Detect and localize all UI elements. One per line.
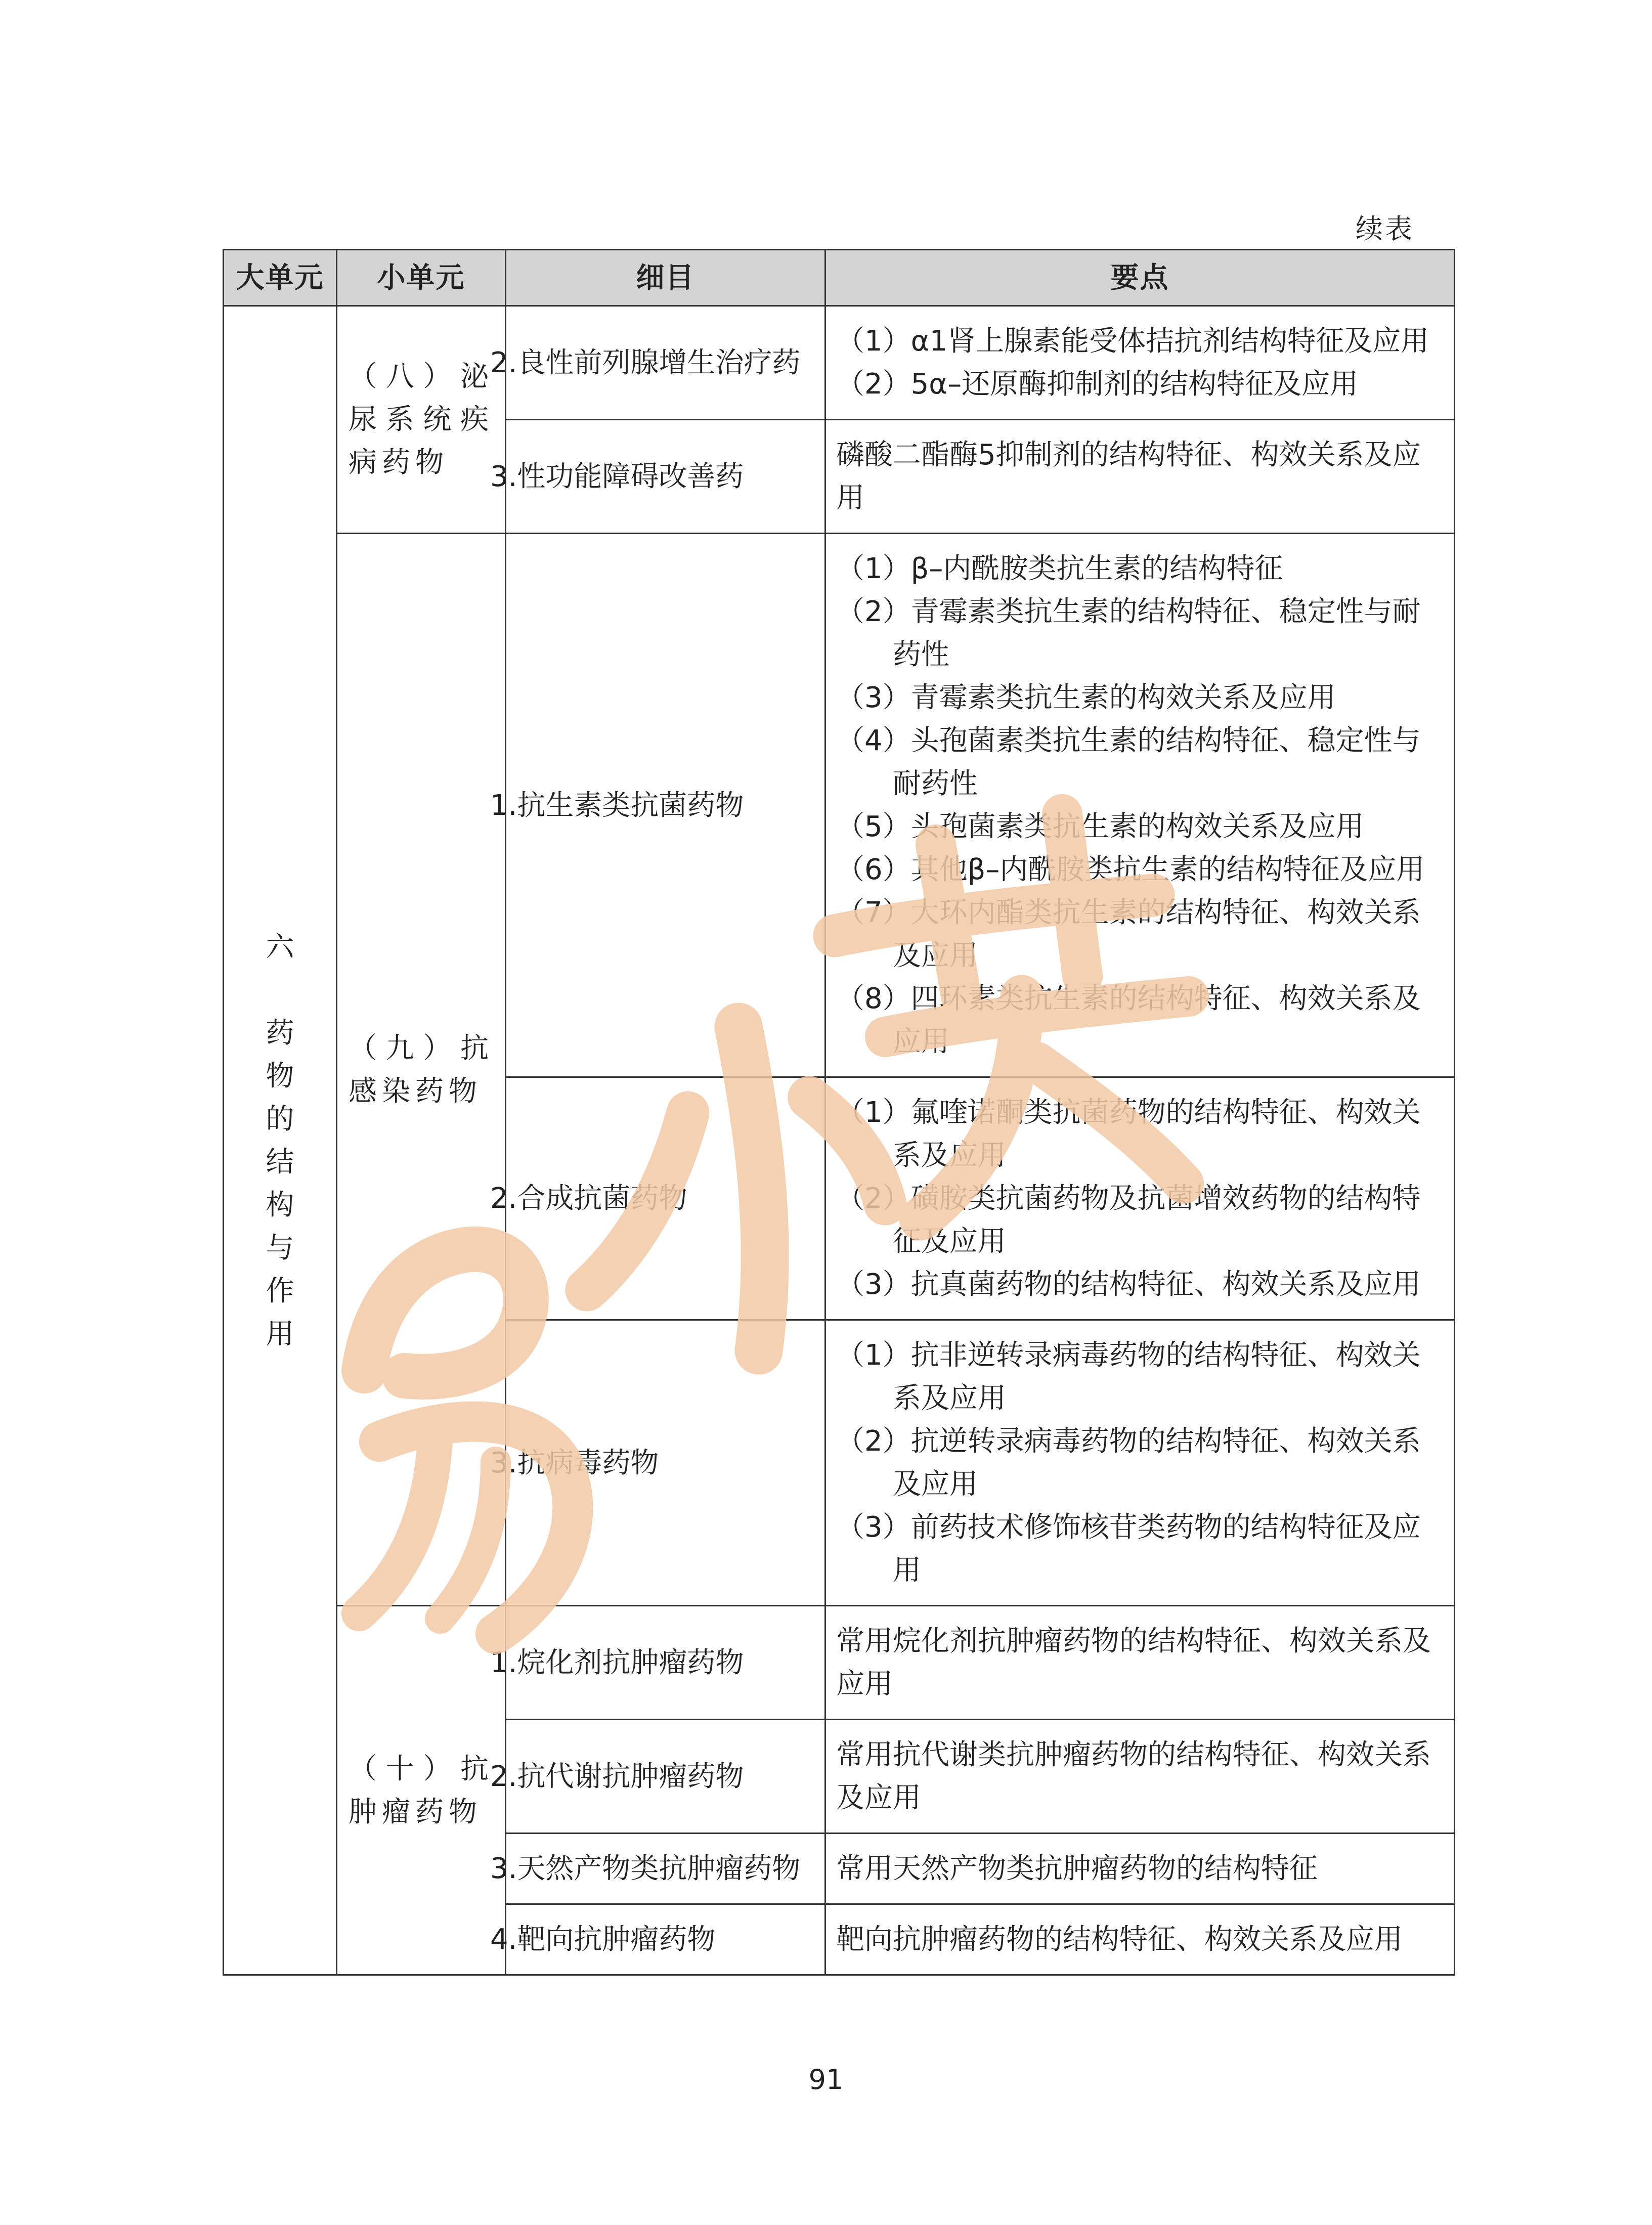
detail-natural-products: 3.天然产物类抗肿瘤药物 [506,1834,825,1904]
list-item: 磷酸二酯酶5抑制剂的结构特征、构效关系及应用 [836,439,1421,514]
table-row [224,534,1455,1077]
list-item: 靶向抗肿瘤药物的结构特征、构效关系及应用 [836,1923,1403,1956]
list-item: （2）磺胺类抗菌药物及抗菌增效药物的结构特征及应用 [836,1182,1421,1258]
list-item: （3）前药技术修饰核苷类药物的结构特征及应用 [836,1511,1421,1587]
list-item: 常用烷化剂抗肿瘤药物的结构特征、构效关系及应用 [836,1625,1431,1700]
points-antivirals [825,1320,1455,1606]
list-item: （5）头孢菌素类抗生素的构效关系及应用 [836,810,1364,843]
table-row [224,1606,1455,1720]
points-alkylating-agents [825,1606,1455,1720]
header-detail: 细目 [506,250,825,306]
list-item: （6）其他β–内酰胺类抗生素的结构特征及应用 [836,853,1425,886]
detail-bph-drugs: 2.良性前列腺增生治疗药 [506,306,825,420]
points-antimetabolites [825,1720,1455,1834]
detail-antivirals: 3.抗病毒药物 [506,1320,825,1606]
list-item: （7）大环内酯类抗生素的结构特征、构效关系及应用 [836,896,1421,972]
detail-sexual-dysfunction: 3.性功能障碍改善药 [506,420,825,534]
syllabus-table [223,249,1455,1976]
points-antibiotics [825,534,1455,1077]
points-targeted-drugs [825,1904,1455,1975]
points-sexual-dysfunction [825,420,1455,534]
points-natural-products [825,1834,1455,1904]
minor-unit-anti-infective: （九）抗感染药物 [337,534,506,1606]
list-item: （2）5α–还原酶抑制剂的结构特征及应用 [836,368,1359,401]
list-item: （8）四环素类抗生素的结构特征、构效关系及应用 [836,982,1421,1058]
table-row [224,306,1455,420]
list-item: （4）头孢菌素类抗生素的结构特征、稳定性与耐药性 [836,724,1421,800]
continued-table-label: 续表 [1356,213,1414,245]
list-item: 常用天然产物类抗肿瘤药物的结构特征 [836,1852,1318,1885]
minor-unit-urinary: （八）泌尿系统疾病药物 [337,306,506,534]
list-item: （1）α1肾上腺素能受体拮抗剂结构特征及应用 [836,325,1429,358]
detail-targeted-drugs: 4.靶向抗肿瘤药物 [506,1904,825,1975]
list-item: （1）抗非逆转录病毒药物的结构特征、构效关系及应用 [836,1339,1421,1415]
list-item: （3）抗真菌药物的结构特征、构效关系及应用 [836,1268,1421,1301]
list-item: （2）青霉素类抗生素的结构特征、稳定性与耐药性 [836,595,1421,671]
header-major-unit: 大单元 [224,250,337,306]
header-minor-unit: 小单元 [337,250,506,306]
detail-synthetic-antibacterials: 2.合成抗菌药物 [506,1077,825,1320]
list-item: （3）青霉素类抗生素的构效关系及应用 [836,681,1336,714]
list-item: （1）氟喹诺酮类抗菌药物的结构特征、构效关系及应用 [836,1096,1421,1172]
detail-antimetabolites: 2.抗代谢抗肿瘤药物 [506,1720,825,1834]
points-synthetic-antibacterials [825,1077,1455,1320]
table-header-row [224,250,1455,306]
minor-unit-antitumor: （十）抗肿瘤药物 [337,1606,506,1975]
points-bph-drugs [825,306,1455,420]
header-key-points: 要点 [825,250,1455,306]
list-item: （1）β–内酰胺类抗生素的结构特征 [836,552,1283,585]
detail-antibiotics: 1.抗生素类抗菌药物 [506,534,825,1077]
list-item: （2）抗逆转录病毒药物的结构特征、构效关系及应用 [836,1425,1421,1501]
page-number: 91 [808,2064,844,2096]
major-unit-cell [224,306,337,1975]
detail-alkylating-agents: 1.烷化剂抗肿瘤药物 [506,1606,825,1720]
major-unit-title: 六 药 物 的 结 构 与 作 用 [266,930,294,1350]
list-item: 常用抗代谢类抗肿瘤药物的结构特征、构效关系及应用 [836,1738,1431,1814]
